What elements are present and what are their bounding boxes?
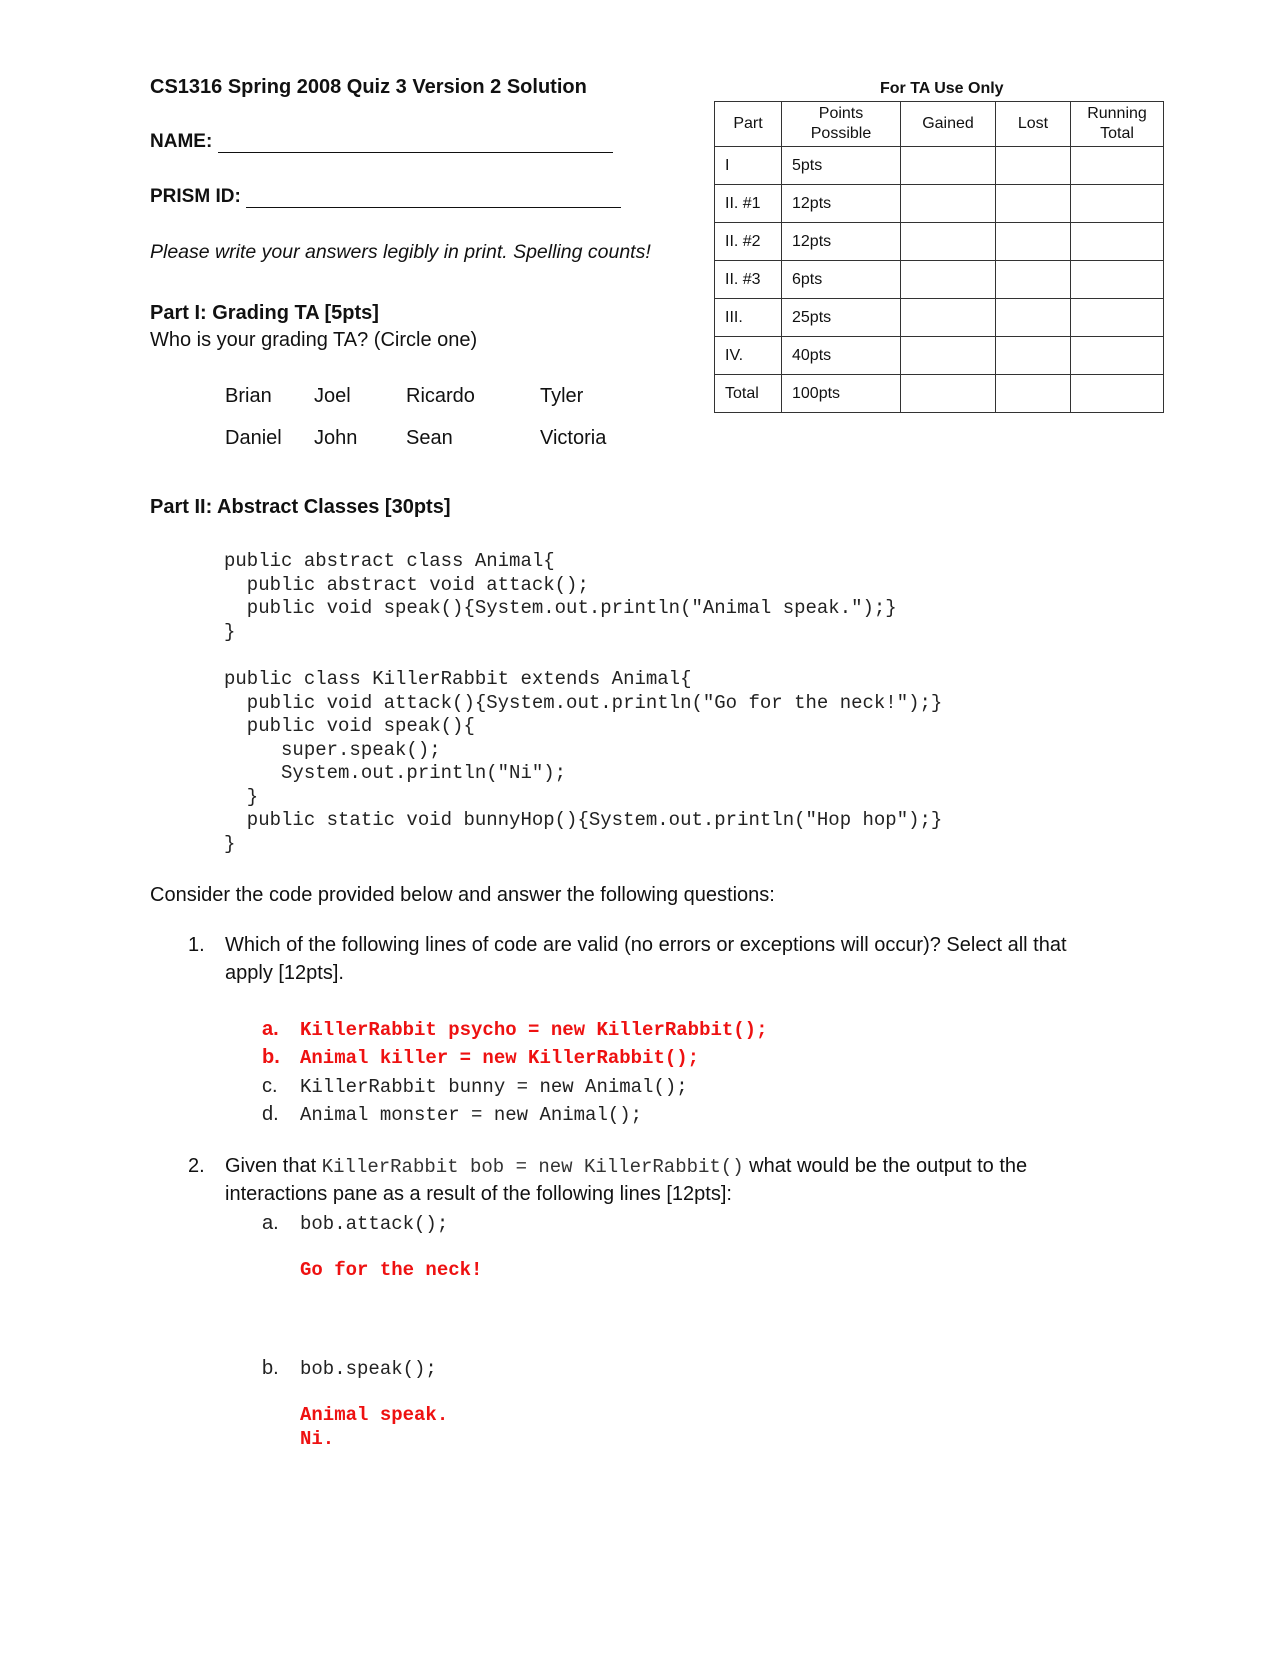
q2-number: 2. (188, 1155, 205, 1177)
option-code: KillerRabbit bunny = new Animal(); (300, 1076, 688, 1098)
q2-text-line2: interactions pane as a result of the following lines [12pts]: (225, 1183, 732, 1205)
code-line: public void speak(){System.out.println("Animal speak.");} (224, 597, 897, 619)
row-part: I (715, 147, 782, 185)
row-running[interactable] (1071, 375, 1164, 413)
row-gained[interactable] (901, 147, 996, 185)
code-line: public void attack(){System.out.println("Go for the neck!");} (224, 691, 943, 714)
row-gained[interactable] (901, 375, 996, 413)
row-part: IV. (715, 337, 782, 375)
ta-table-caption: For TA Use Only (880, 80, 1004, 97)
part-label: b. (262, 1357, 279, 1379)
part-label: a. (262, 1212, 279, 1234)
code-line: public static void bunnyHop(){System.out.println("Hop hop");} (224, 809, 943, 831)
row-points: 6pts (782, 261, 901, 299)
row-running[interactable] (1071, 261, 1164, 299)
q2-part-b (262, 1357, 437, 1380)
part1-prompt: Who is your grading TA? (Circle one) (150, 329, 478, 351)
row-lost[interactable] (996, 185, 1071, 223)
row-gained[interactable] (901, 185, 996, 223)
q1-number: 1. (188, 934, 205, 956)
table-row (715, 337, 1164, 375)
prism-blank[interactable] (246, 187, 621, 208)
table-row (715, 299, 1164, 337)
ta-option[interactable]: Joel (314, 385, 351, 407)
row-running[interactable] (1071, 147, 1164, 185)
row-running[interactable] (1071, 337, 1164, 375)
q2-answer-b-line1: Animal speak. (300, 1404, 449, 1426)
q2-given: Given that (225, 1155, 317, 1177)
row-lost[interactable] (996, 147, 1071, 185)
table-row (715, 375, 1164, 413)
part2-heading: Part II: Abstract Classes [30pts] (150, 496, 451, 518)
table-row (715, 261, 1164, 299)
row-points: 5pts (782, 147, 901, 185)
row-lost[interactable] (996, 337, 1071, 375)
table-row (715, 223, 1164, 261)
q1-text-line1: Which of the following lines of code are valid (no errors or exceptions will occur)? Select all that (225, 934, 1067, 956)
prism-field (150, 186, 621, 208)
ta-option[interactable]: Ricardo (406, 385, 475, 407)
code-animal (224, 550, 897, 644)
option-code: Animal monster = new Animal(); (300, 1104, 643, 1126)
row-lost[interactable] (996, 261, 1071, 299)
row-points: 12pts (782, 223, 901, 261)
row-running[interactable] (1071, 299, 1164, 337)
code-killer-rabbit (224, 668, 942, 856)
option-label: c. (262, 1075, 278, 1097)
code-line: public class KillerRabbit extends Animal{ (224, 668, 692, 690)
grading-table (714, 101, 1164, 413)
row-part: III. (715, 299, 782, 337)
ta-option[interactable]: Daniel (225, 427, 282, 449)
name-field (150, 131, 613, 153)
ta-option[interactable]: Victoria (540, 427, 607, 449)
consider-text: Consider the code provided below and answer the following questions: (150, 884, 775, 906)
part1-heading: Part I: Grading TA [5pts] (150, 302, 379, 324)
ta-option[interactable]: Brian (225, 385, 272, 407)
part-code: bob.attack(); (300, 1213, 449, 1235)
ta-option[interactable]: Tyler (540, 385, 584, 407)
page-title: CS1316 Spring 2008 Quiz 3 Version 2 Solution (150, 76, 587, 98)
name-blank[interactable] (218, 132, 613, 153)
header-gained: Gained (901, 102, 996, 147)
option-code: Animal killer = new KillerRabbit(); (300, 1047, 700, 1069)
option-code: KillerRabbit psycho = new KillerRabbit(); (300, 1019, 768, 1041)
row-part: Total (715, 375, 782, 413)
row-lost[interactable] (996, 223, 1071, 261)
q2-text-line1 (225, 1152, 1027, 1181)
row-points: 100pts (782, 375, 901, 413)
row-running[interactable] (1071, 185, 1164, 223)
table-row (715, 147, 1164, 185)
header-running-total: Running Total (1071, 102, 1164, 147)
q2-part-a (262, 1212, 448, 1235)
row-part: II. #3 (715, 261, 782, 299)
code-line: public void speak(){ (224, 715, 475, 737)
row-part: II. #2 (715, 223, 782, 261)
q2-text-after: what would be the output to the (749, 1155, 1028, 1177)
q1-option-b[interactable] (262, 1046, 699, 1069)
q1-option-d[interactable] (262, 1103, 642, 1126)
code-line: public abstract class Animal{ (224, 550, 555, 572)
code-line: super.speak(); (224, 738, 441, 761)
row-points: 25pts (782, 299, 901, 337)
header-part: Part (715, 102, 782, 147)
code-line: } (224, 832, 236, 855)
row-running[interactable] (1071, 223, 1164, 261)
row-part: II. #1 (715, 185, 782, 223)
q1-text-line2: apply [12pts]. (225, 962, 344, 984)
table-row (715, 185, 1164, 223)
row-gained[interactable] (901, 299, 996, 337)
part-code: bob.speak(); (300, 1358, 437, 1380)
code-line: } (224, 785, 259, 808)
table-header-row (715, 102, 1164, 147)
option-label: a. (262, 1018, 279, 1040)
row-points: 40pts (782, 337, 901, 375)
option-label: b. (262, 1046, 280, 1068)
row-lost[interactable] (996, 299, 1071, 337)
q1-option-a[interactable] (262, 1018, 767, 1041)
row-gained[interactable] (901, 261, 996, 299)
instruction-text: Please write your answers legibly in print. Spelling counts! (150, 241, 651, 263)
header-lost: Lost (996, 102, 1071, 147)
row-points: 12pts (782, 185, 901, 223)
prism-label: PRISM ID: (150, 186, 241, 207)
name-label: NAME: (150, 131, 213, 152)
option-label: d. (262, 1103, 279, 1125)
q2-given-code: KillerRabbit bob = new KillerRabbit() (321, 1156, 744, 1178)
row-gained[interactable] (901, 337, 996, 375)
code-line: } (224, 620, 236, 643)
q2-answer-b-line2: Ni. (300, 1428, 335, 1450)
ta-option[interactable]: Sean (406, 427, 453, 449)
q1-option-c[interactable] (262, 1075, 688, 1098)
ta-option[interactable]: John (314, 427, 358, 449)
row-lost[interactable] (996, 375, 1071, 413)
code-line: public abstract void attack(); (224, 573, 589, 596)
header-points-possible: Points Possible (782, 102, 901, 147)
q2-answer-a: Go for the neck! (300, 1259, 483, 1281)
row-gained[interactable] (901, 223, 996, 261)
code-line: System.out.println("Ni"); (224, 762, 567, 784)
